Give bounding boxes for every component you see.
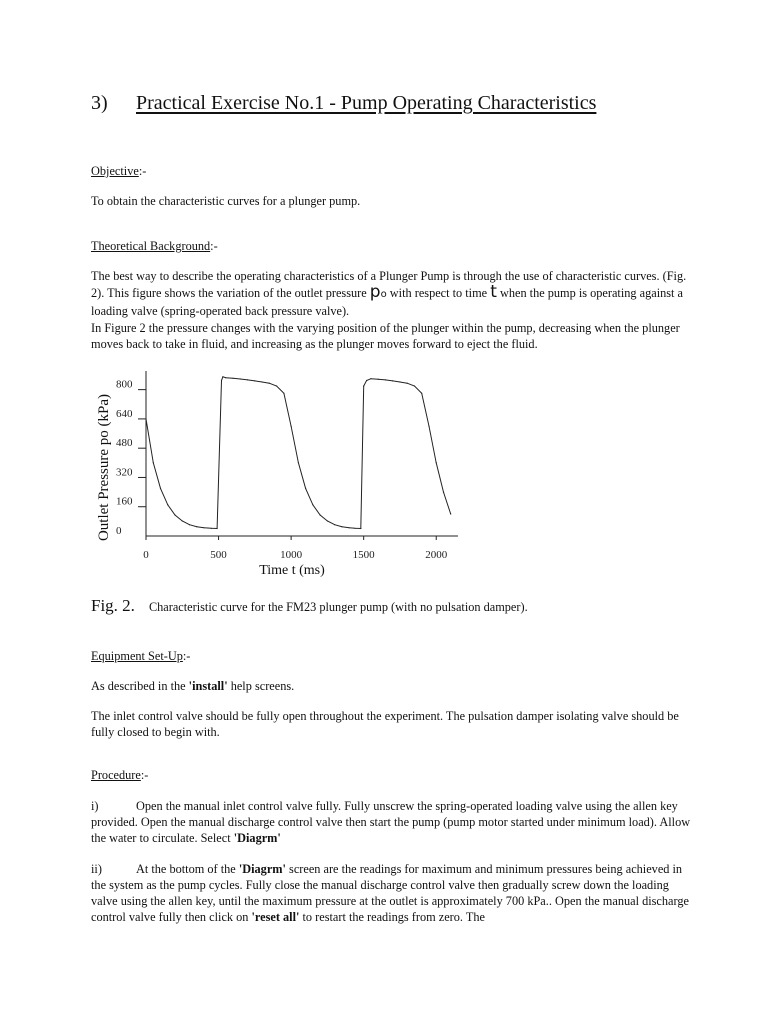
x-tick-label: 2000 — [425, 549, 448, 561]
figure-caption-text: Characteristic curve for the FM23 plunger pump (with no pulsation damper). — [148, 600, 528, 614]
chart-series — [145, 376, 451, 529]
equipment-line-1: As described in the 'install' help screens. — [91, 679, 295, 693]
series-line — [146, 377, 451, 529]
data-point — [354, 528, 355, 529]
data-point — [240, 378, 241, 379]
data-point — [414, 385, 415, 386]
y-axis-label: Outlet Pressure po (kPa) — [96, 393, 112, 542]
data-point — [167, 504, 168, 505]
background-paragraph-1: The best way to describe the operating characteristics of a Plunger Pump is through the use of characteristic curves. (Fig. 2). This figure shows the variation of the outlet pressure po with respect to time t when the pump is operating against a loading valve (spring-operated back pressure valve). — [91, 269, 687, 318]
data-point — [341, 526, 342, 527]
data-point — [443, 492, 444, 493]
data-point — [428, 426, 429, 427]
data-point — [366, 380, 367, 381]
data-point — [222, 376, 223, 377]
background-label: Theoretical Background — [91, 239, 211, 253]
y-tick-label: 800 — [116, 378, 133, 391]
time-symbol: t — [490, 282, 497, 302]
data-point — [283, 393, 284, 394]
data-point — [399, 381, 400, 382]
y-tick-label: 480 — [116, 437, 133, 450]
figure-label: Fig. 2. — [91, 596, 135, 615]
data-point — [407, 383, 408, 384]
objective-text: To obtain the characteristic curves for a plunger pump. — [91, 194, 361, 208]
data-point — [182, 520, 183, 521]
chart-ticks — [116, 379, 448, 561]
y-tick-label: 640 — [116, 407, 133, 420]
x-axis-label: Time t (ms) — [259, 563, 325, 578]
data-point — [385, 379, 386, 380]
procedure-label: Procedure — [91, 768, 141, 782]
data-point — [233, 378, 234, 379]
pressure-symbol: po — [369, 282, 387, 302]
data-point — [174, 514, 175, 515]
procedure-step-1: i) Open the manual inlet control valve fully. Fully unscrew the spring-operated loading valve using the allen key provided. Open the manual discharge control valve then start the pump (pump motor started under minimum load). Allow the water to circulate. Select 'Diagrm' — [91, 799, 691, 845]
y-tick-label: 160 — [116, 495, 133, 508]
data-point — [436, 462, 437, 463]
procedure-heading: Procedure:- — [91, 768, 149, 782]
data-point — [276, 385, 277, 386]
y-tick-label: 0 — [116, 525, 122, 537]
data-point — [370, 378, 371, 379]
x-tick-label: 1000 — [280, 549, 303, 561]
data-point — [312, 504, 313, 505]
data-point — [450, 513, 451, 514]
step-number: i) — [91, 799, 99, 813]
data-point — [160, 488, 161, 489]
x-tick-label: 500 — [210, 549, 227, 561]
x-tick-label: 1500 — [352, 549, 375, 561]
data-point — [196, 526, 197, 527]
data-point — [211, 528, 212, 529]
section-number: 3) — [91, 92, 108, 114]
section-heading — [91, 92, 596, 115]
data-point — [221, 380, 222, 381]
data-point — [203, 527, 204, 528]
y-tick-label: 320 — [116, 466, 133, 479]
data-point — [254, 380, 255, 381]
data-point — [378, 379, 379, 380]
objective-label: Objective — [91, 164, 139, 178]
data-point — [363, 385, 364, 386]
data-point — [327, 520, 328, 521]
data-point — [269, 383, 270, 384]
equipment-heading: Equipment Set-Up:- — [91, 649, 191, 663]
background-heading: Theoretical Background:- — [91, 239, 218, 253]
pressure-time-chart — [90, 370, 470, 585]
equipment-paragraph-2: The inlet control valve should be fully open throughout the experiment. The pulsation damper isolating valve should be fully closed to begin with. — [91, 709, 679, 739]
data-point — [291, 426, 292, 427]
equipment-label: Equipment Set-Up — [91, 649, 183, 663]
data-point — [189, 524, 190, 525]
data-point — [392, 380, 393, 381]
background-paragraph-2: In Figure 2 the pressure changes with the varying position of the plunger within the pump, decreasing when the plunger moves back to take in fluid, and increasing as the plunger moves forward to eject the fluid. — [91, 321, 680, 351]
data-point — [217, 528, 218, 529]
figure-caption — [91, 596, 528, 616]
x-tick-label: 0 — [143, 549, 149, 561]
step-number: ii) — [91, 862, 102, 876]
data-point — [305, 488, 306, 489]
data-point — [320, 514, 321, 515]
objective-heading: Objective:- — [91, 164, 147, 178]
data-point — [349, 527, 350, 528]
procedure-step-2: ii) At the bottom of the 'Diagrm' screen are the readings for maximum and minimum pressures being achieved in the system as the pump cycles. Fully close the manual discharge control valve then gradually screw down the loading valve using the allen key, until the maximum pressure at the outlet is approximately 700 kPa.. Open the manual discharge control valve fully then click on 'reset all' to restart the readings from zero. The — [91, 862, 689, 924]
data-point — [360, 528, 361, 529]
data-point — [262, 381, 263, 382]
data-point — [225, 377, 226, 378]
data-point — [298, 462, 299, 463]
data-point — [153, 462, 154, 463]
data-point — [421, 393, 422, 394]
data-point — [145, 418, 146, 419]
data-point — [334, 524, 335, 525]
data-point — [247, 379, 248, 380]
section-title: Practical Exercise No.1 - Pump Operating Characteristics — [136, 92, 597, 114]
chart-axes — [96, 371, 458, 578]
